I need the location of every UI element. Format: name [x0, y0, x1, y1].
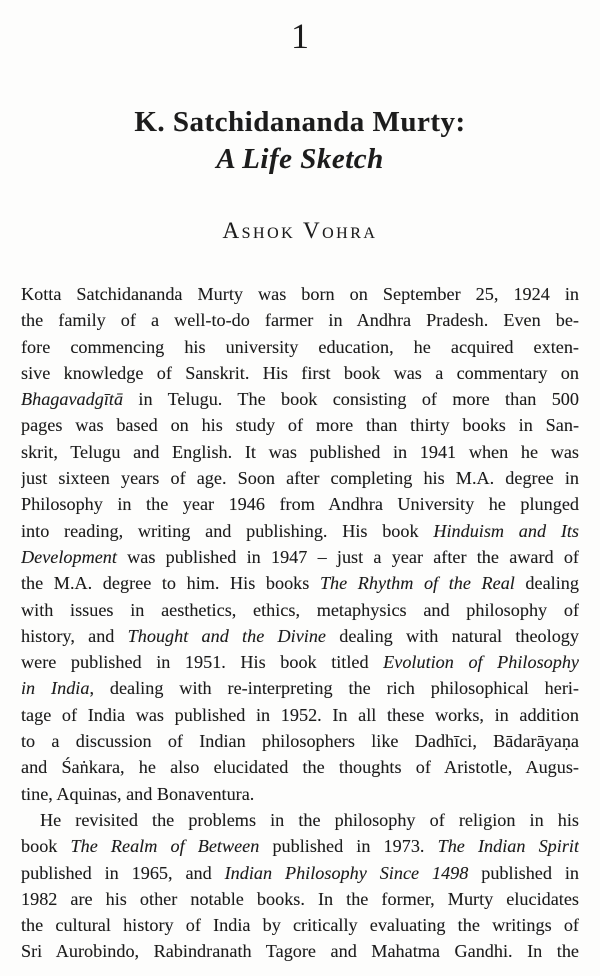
text-line	[21, 544, 579, 570]
book-title-italic: The Realm of Between	[70, 836, 260, 857]
text-line	[21, 281, 579, 307]
chapter-title-line1: K. Satchidananda Murty:	[134, 106, 466, 138]
chapter-title-line2: A Life Sketch	[216, 143, 384, 175]
text-line	[21, 465, 579, 491]
text-segment: , dealing with re-interpreting the rich philosophical heri-	[89, 678, 579, 699]
book-title-italic: Bhagavadgītā	[21, 389, 124, 410]
text-line	[21, 623, 579, 649]
book-title-italic: Thought and the Divine	[127, 625, 326, 646]
text-segment: the M.A. degree to him. His books	[21, 573, 320, 594]
text-line	[21, 702, 579, 728]
text-segment: He revisited the problems in the philosophy of religion in his	[40, 809, 579, 830]
text-segment: Kotta Satchidananda Murty was born on September 25, 1924 in	[21, 284, 579, 304]
text-line	[21, 334, 579, 360]
text-line	[21, 649, 579, 675]
text-line	[21, 439, 579, 465]
text-segment: the family of a well-to-do farmer in Andhra Pradesh. Even be-	[21, 310, 579, 331]
text-segment: with issues in aesthetics, ethics, metaphysics and philosophy of	[21, 599, 579, 620]
paragraph	[21, 807, 579, 965]
text-line	[21, 518, 579, 544]
text-line	[21, 938, 579, 964]
text-segment: book	[21, 836, 71, 857]
body-text	[21, 281, 579, 965]
text-segment: just sixteen years of age. Soon after completing his M.A. degree in	[21, 468, 579, 489]
book-title-italic: in India	[21, 678, 90, 699]
text-line	[21, 833, 579, 859]
text-line	[21, 412, 579, 438]
book-title-italic: Evolution of Philosophy	[383, 652, 579, 673]
author-name: Ashok Vohra	[222, 218, 378, 243]
text-segment: and Śaṅkara, he also elucidated the thoughts of Aristotle, Augus-	[21, 757, 579, 778]
text-segment: into reading, writing and publishing. His book	[21, 520, 434, 541]
book-title-italic: The Rhythm of the Real	[319, 573, 515, 594]
text-segment: dealing with natural theology	[326, 625, 579, 646]
text-line	[21, 307, 579, 333]
book-title-italic: Development	[21, 546, 117, 567]
book-title-italic: Indian Philosophy Since 1498	[224, 862, 469, 883]
text-line	[21, 807, 579, 833]
text-segment: was published in 1947 – just a year after the award of	[116, 546, 579, 567]
text-line	[21, 728, 579, 754]
text-line	[21, 912, 579, 938]
text-segment: Philosophy in the year 1946 from Andhra University he plunged	[21, 494, 579, 515]
text-line	[21, 754, 579, 780]
text-line	[21, 886, 579, 912]
text-segment: Sri Aurobindo, Rabindranath Tagore and Mahatma Gandhi. In the	[21, 941, 579, 962]
chapter-number: 1	[291, 16, 309, 56]
text-line	[21, 781, 579, 807]
text-segment: skrit, Telugu and English. It was published in 1941 when he was	[21, 441, 579, 462]
text-segment: published in 1965, and	[21, 862, 225, 883]
paragraph	[21, 281, 579, 807]
text-segment: fore commencing his university education, he acquired exten-	[21, 336, 579, 357]
book-title-italic: The Indian Spirit	[437, 836, 579, 857]
text-line	[21, 386, 579, 412]
text-segment: tine, Aquinas, and Bonaventura.	[21, 783, 255, 804]
text-segment: pages was based on his study of more than thirty books in San-	[21, 415, 579, 436]
text-segment: in Telugu. The book consisting of more than 500	[123, 389, 579, 410]
text-segment: published in	[468, 862, 579, 883]
text-line	[21, 491, 579, 517]
text-segment: history, and	[21, 625, 128, 646]
text-line	[21, 860, 579, 886]
book-title-italic: Hinduism and Its	[433, 520, 579, 541]
text-segment: dealing	[514, 573, 579, 594]
text-segment: were published in 1951. His book titled	[21, 652, 384, 673]
text-segment: 1982 are his other notable books. In the former, Murty elucidates	[21, 888, 579, 909]
chapter-title	[21, 104, 579, 178]
text-line	[21, 675, 579, 701]
text-segment: sive knowledge of Sanskrit. His first book was a commentary on	[21, 362, 579, 383]
text-line	[21, 360, 579, 386]
text-line	[21, 570, 579, 596]
text-line	[21, 597, 579, 623]
text-segment: to a discussion of Indian philosophers like Dadhīci, Bādarāyaṇa	[21, 731, 579, 752]
text-segment: published in 1973.	[259, 836, 438, 857]
text-segment: the cultural history of India by critically evaluating the writings of	[21, 915, 579, 936]
text-segment: tage of India was published in 1952. In all these works, in addition	[21, 704, 579, 725]
